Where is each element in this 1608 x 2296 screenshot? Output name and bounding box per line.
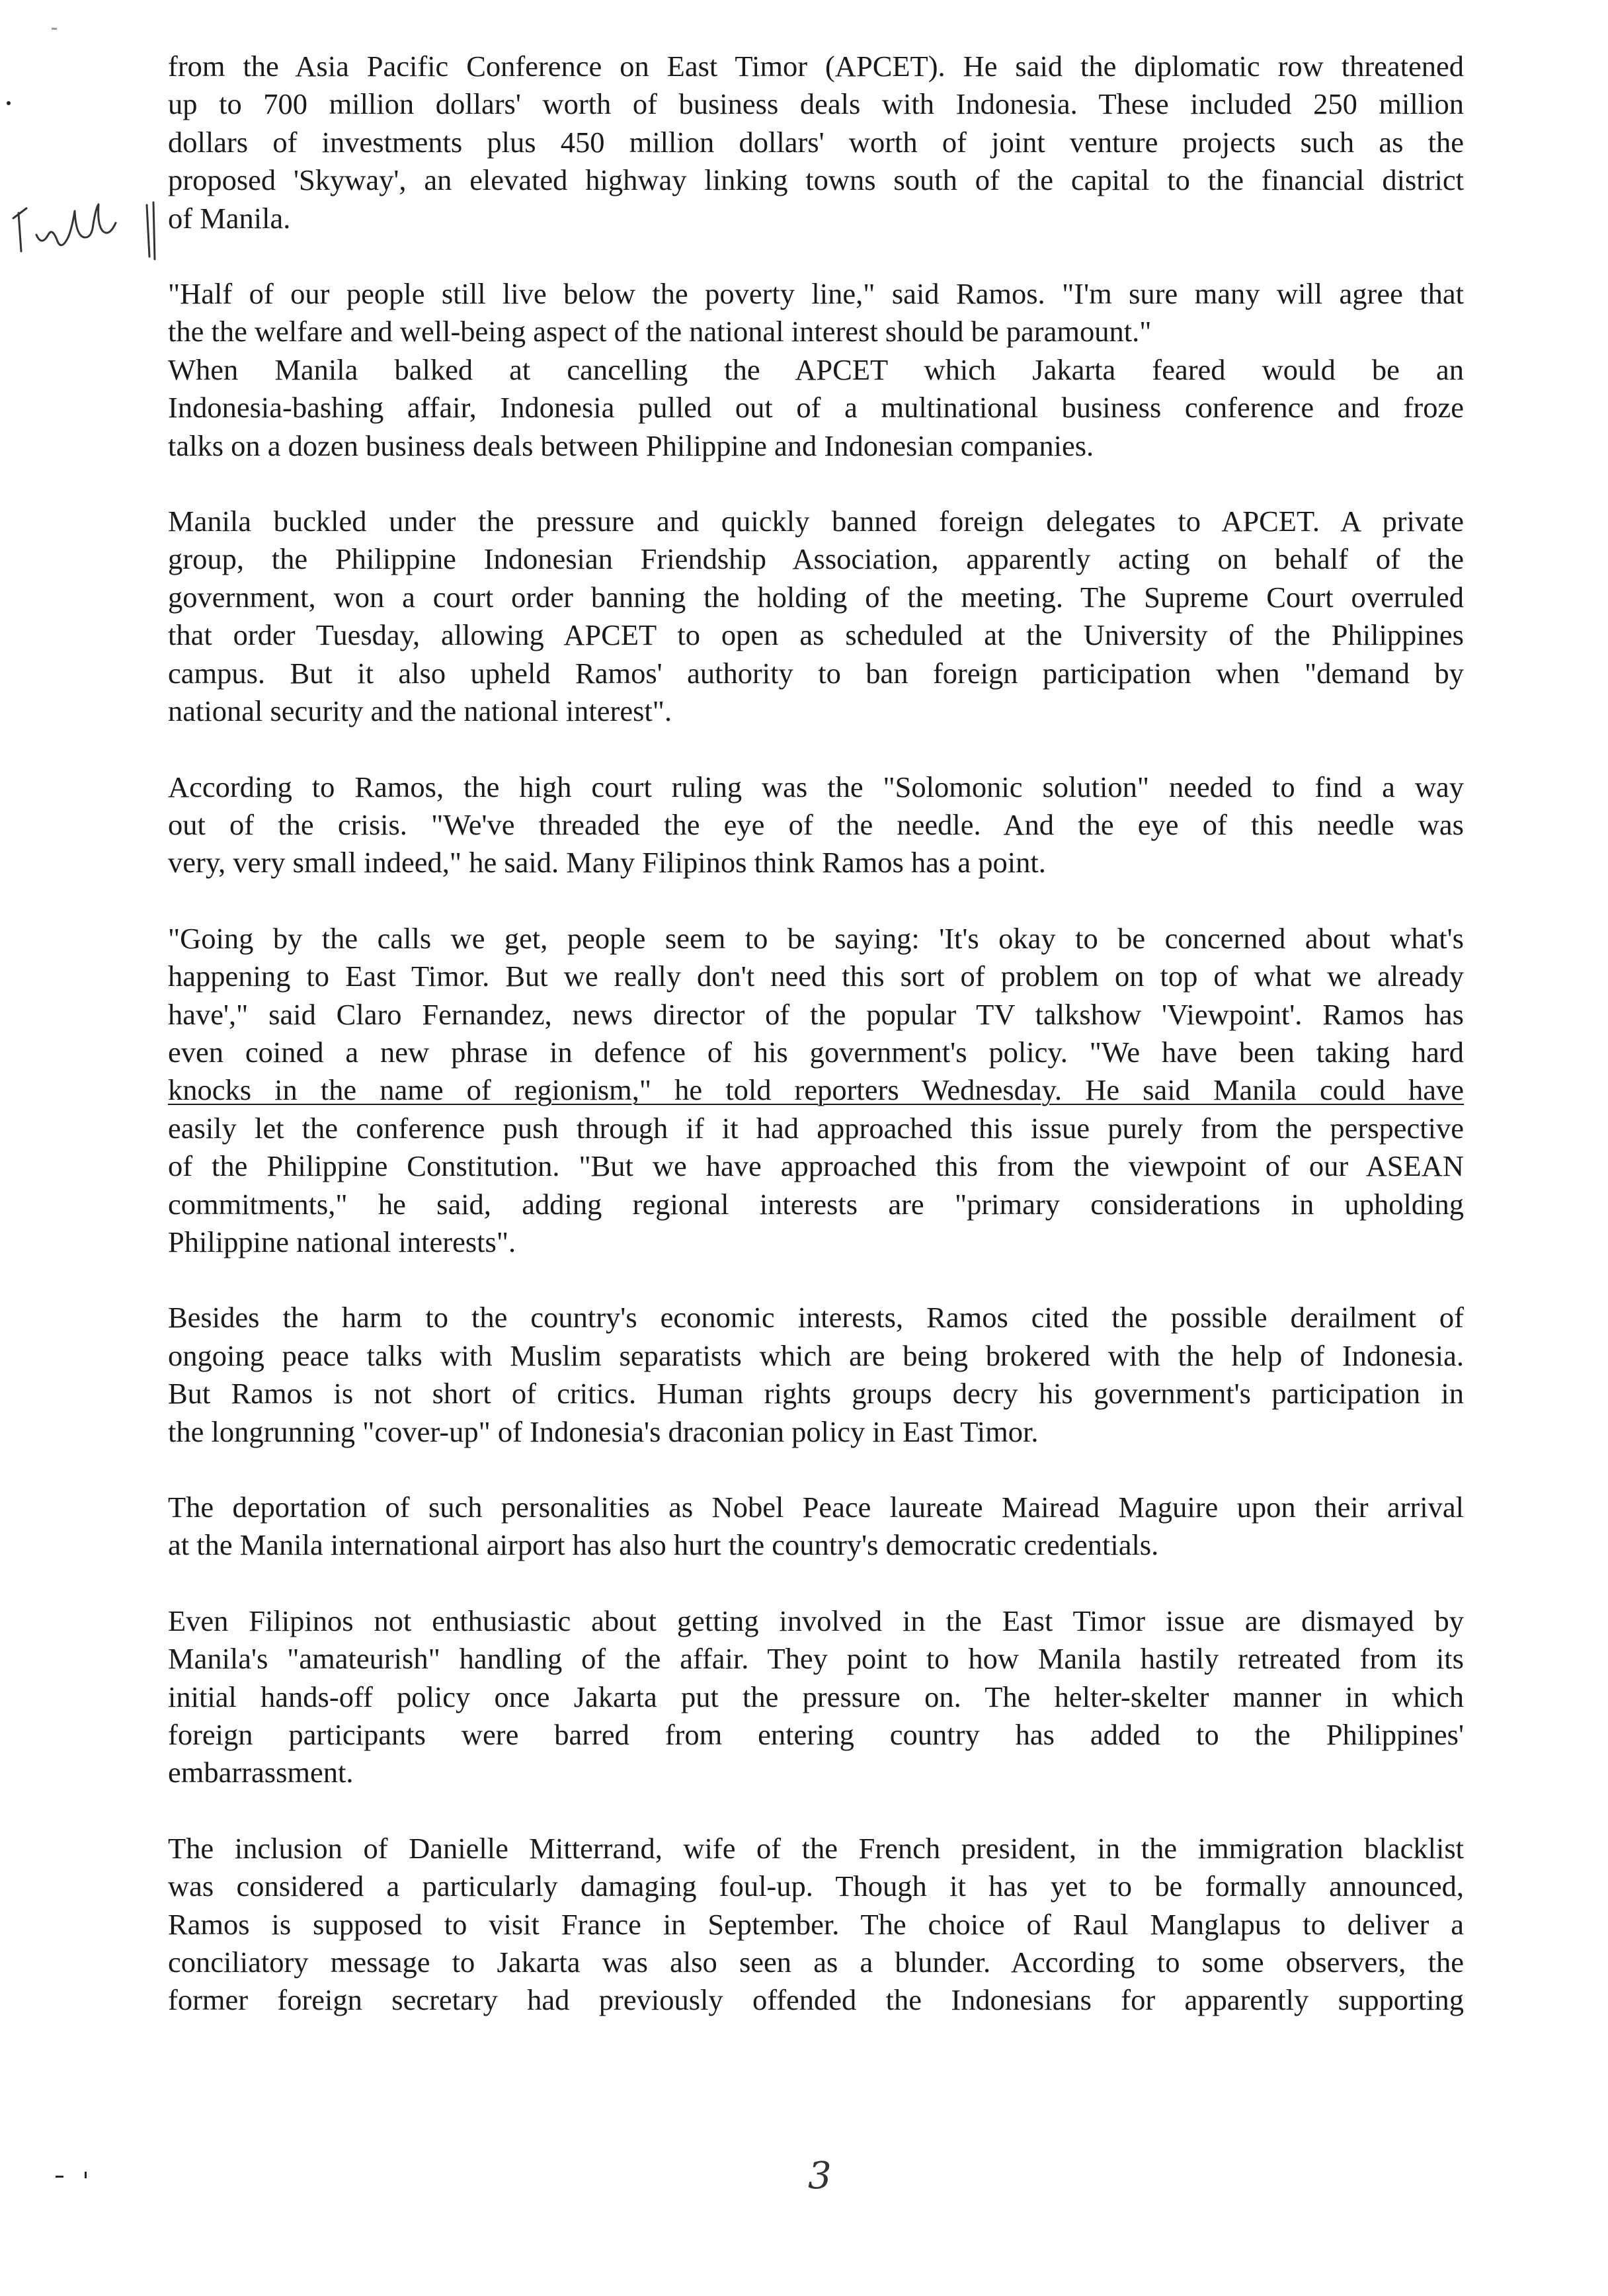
text-line: embarrassment. (168, 1756, 354, 1789)
scan-speck (7, 101, 11, 105)
text-line: of the Philippine Constitution. "But we have approached this from the viewpoint of our ASEAN (168, 1149, 1464, 1183)
text-line: happening to East Timor. But we really don't need this sort of problem on top of what we already (168, 960, 1464, 993)
text-line: Even Filipinos not enthusiastic about getting involved in the East Timor issue are dismayed by (168, 1604, 1464, 1637)
text-line: have'," said Claro Fernandez, news director of the popular TV talkshow 'Viewpoint'. Ramos has (168, 997, 1464, 1031)
text-line: initial hands-off policy once Jakarta put the pressure on. The helter-skelter manner in which (168, 1680, 1464, 1713)
text-line: talks on a dozen business deals between Philippine and Indonesian companies. (168, 429, 1094, 462)
paragraph-2 (168, 275, 1464, 351)
text-line: the the welfare and well-being aspect of the national interest should be paramount." (168, 315, 1152, 348)
paragraph-7 (168, 1299, 1464, 1451)
text-line: even coined a new phrase in defence of his government's policy. "We have been taking hard (168, 1035, 1464, 1069)
text-line: group, the Philippine Indonesian Friendship Association, apparently acting on behalf of the (168, 542, 1464, 576)
text-line: The inclusion of Danielle Mitterrand, wife of the French president, in the immigration blacklist (168, 1831, 1464, 1865)
text-line: foreign participants were barred from entering country has added to the Philippines' (168, 1718, 1464, 1752)
text-line: from the Asia Pacific Conference on East Timor (APCET). He said the diplomatic row threatened (168, 50, 1464, 83)
text-line: Indonesia-bashing affair, Indonesia pulled out of a multinational business conference and froze (168, 391, 1464, 425)
scan-speck (56, 2176, 63, 2178)
text-line: "Going by the calls we get, people seem to be saying: 'It's okay to be concerned about what's (168, 921, 1464, 955)
text-line: that order Tuesday, allowing APCET to open as scheduled at the University of the Philippines (168, 618, 1464, 652)
text-line: up to 700 million dollars' worth of business deals with Indonesia. These included 250 million (168, 87, 1464, 121)
paragraph-4 (168, 503, 1464, 730)
text-line: former foreign secretary had previously offended the Indonesians for apparently supporting (168, 1983, 1464, 2017)
text-line: the longrunning "cover-up" of Indonesia's draconian policy in East Timor. (168, 1414, 1039, 1448)
text-line: conciliatory message to Jakarta was also seen as a blunder. According to some observers, the (168, 1946, 1464, 1979)
paragraph-10 (168, 1830, 1464, 2020)
paragraph-6 (168, 920, 1464, 1262)
text-line: Manila's "amateurish" handling of the affair. They point to how Manila hastily retreated from its (168, 1642, 1464, 1676)
text-line: was considered a particularly damaging foul-up. Though it has yet to be formally announced, (168, 1869, 1464, 1903)
text-line: Ramos is supposed to visit France in September. The choice of Raul Manglapus to deliver a (168, 1907, 1464, 1941)
text-line: government, won a court order banning the holding of the meeting. The Supreme Court overruled (168, 580, 1464, 614)
text-line: When Manila balked at cancelling the APCET which Jakarta feared would be an (168, 352, 1464, 386)
scan-speck (85, 2172, 87, 2178)
text-line: dollars of investments plus 450 million dollars' worth of joint venture projects such as the (168, 125, 1464, 159)
paragraph-8 (168, 1489, 1464, 1565)
text-line: "Half of our people still live below the poverty line," said Ramos. "I'm sure many will agree that (168, 277, 1464, 311)
text-line: Besides the harm to the country's economic interests, Ramos cited the possible derailment of (168, 1301, 1464, 1334)
underlined-text-line: knocks in the name of regionism," he told reporters Wednesday. He said Manila could have (168, 1073, 1464, 1107)
text-line: very, very small indeed," he said. Many Filipinos think Ramos has a point. (168, 846, 1046, 880)
paragraph-9 (168, 1602, 1464, 1792)
text-line: at the Manila international airport has also hurt the country's democratic credentials. (168, 1528, 1159, 1562)
paragraph-1 (168, 48, 1464, 237)
page-number: 3 (808, 2154, 832, 2197)
text-line: The deportation of such personalities as Nobel Peace laureate Mairead Maguire upon their arrival (168, 1491, 1464, 1524)
text-line: Philippine national interests". (168, 1225, 516, 1258)
text-line: campus. But it also upheld Ramos' authority to ban foreign participation when "demand by (168, 656, 1464, 690)
scan-speck (52, 28, 57, 30)
text-line: commitments," he said, adding regional interests are "primary considerations in upholding (168, 1187, 1464, 1221)
paragraph-3 (168, 351, 1464, 465)
text-line: Manila buckled under the pressure and quickly banned foreign delegates to APCET. A private (168, 505, 1464, 538)
text-line: of Manila. (168, 201, 291, 235)
text-line: But Ramos is not short of critics. Human rights groups decry his government's participation in (168, 1377, 1464, 1411)
text-line: proposed 'Skyway', an elevated highway linking towns south of the capital to the financial district (168, 163, 1464, 197)
handwritten-margin-note (7, 179, 165, 265)
article-body (168, 48, 1464, 2057)
text-line: easily let the conference push through if it had approached this issue purely from the perspective (168, 1111, 1464, 1145)
text-line: national security and the national interest". (168, 694, 672, 728)
text-line: According to Ramos, the high court ruling was the "Solomonic solution" needed to find a way (168, 770, 1464, 803)
text-line: ongoing peace talks with Muslim separatists which are being brokered with the help of Indonesia. (168, 1338, 1464, 1372)
text-line: out of the crisis. "We've threaded the eye of the needle. And the eye of this needle was (168, 807, 1464, 841)
paragraph-5 (168, 768, 1464, 882)
